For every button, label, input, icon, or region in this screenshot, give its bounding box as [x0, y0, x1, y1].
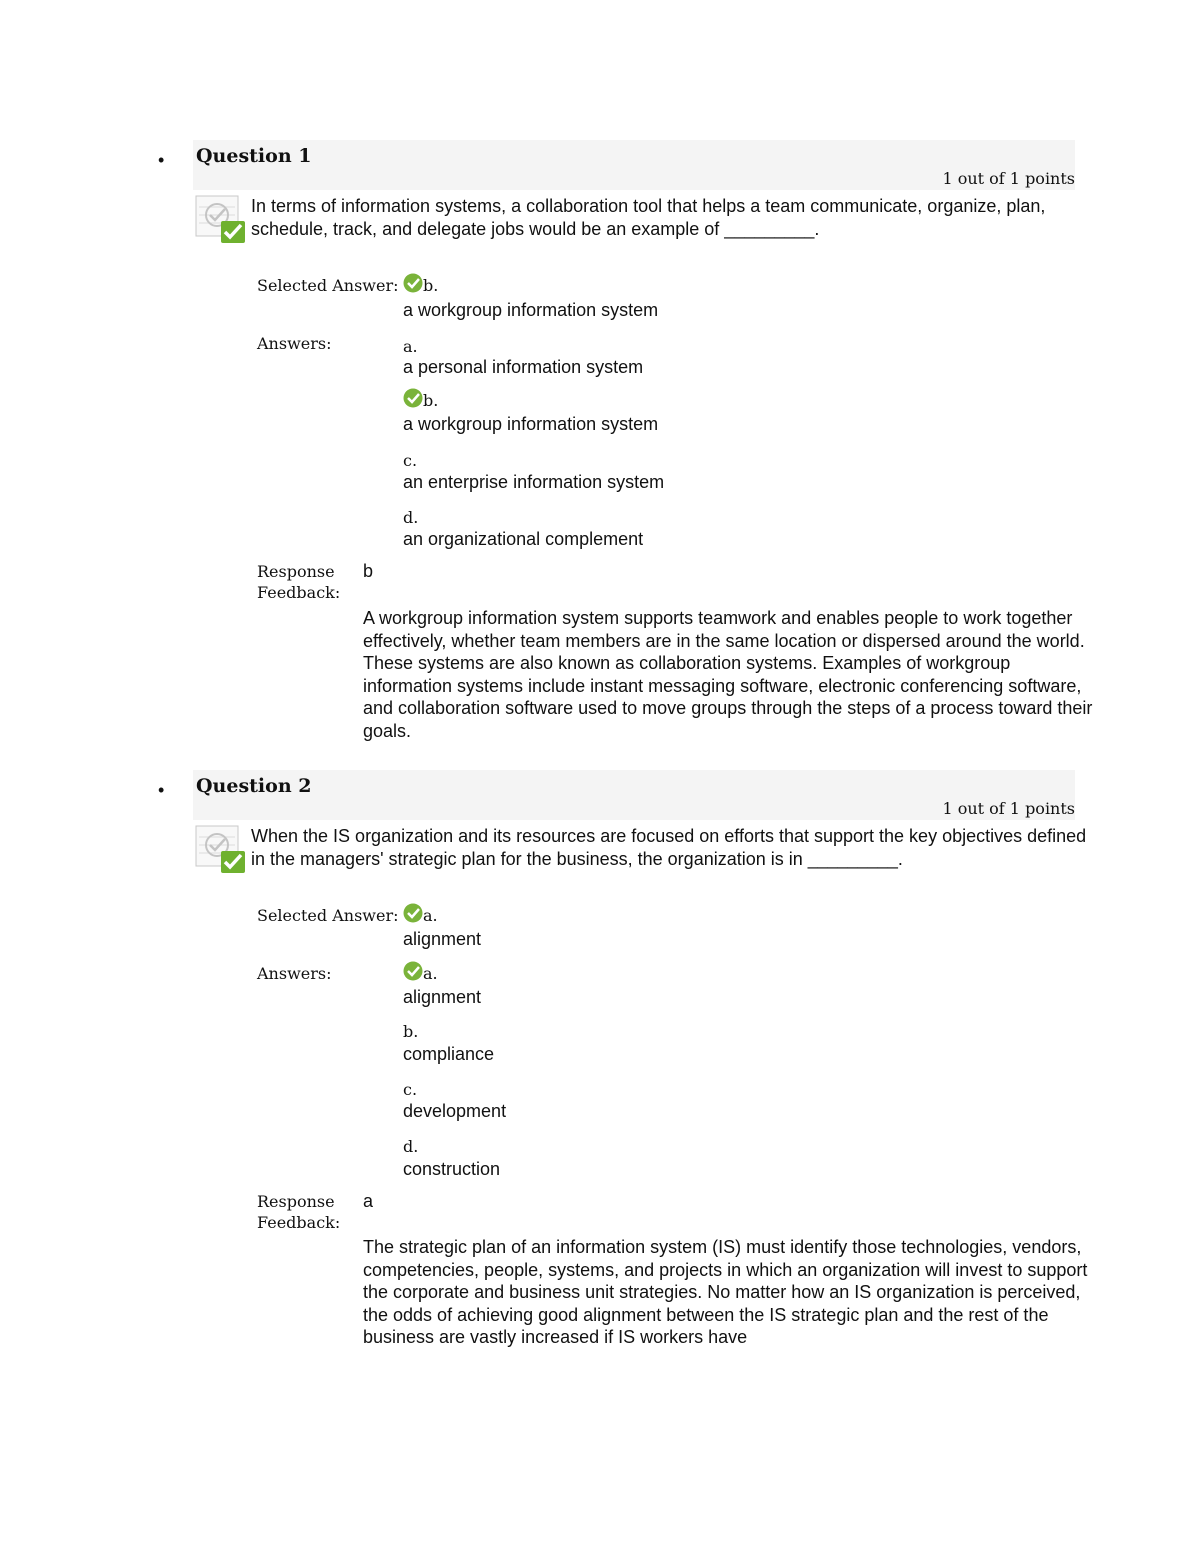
answer-letter-b: b. — [403, 1022, 419, 1041]
question-text: When the IS organization and its resources are focused on efforts that support the key objectives defined in the managers' strategic plan for the business, the organization is in _________. — [251, 826, 1087, 869]
question-title: Question 1 — [196, 145, 312, 167]
answer-text-d: an organizational complement — [403, 529, 644, 549]
answer-text-a: a personal information system — [403, 357, 644, 377]
selected-answer-text: alignment — [403, 929, 482, 949]
points-label: 1 out of 1 points — [942, 799, 1075, 818]
feedback-label: Feedback: — [257, 583, 341, 602]
check-icon — [403, 273, 423, 293]
question-2 — [0, 770, 1200, 1390]
selected-answer-letter: b. — [403, 273, 438, 295]
answer-text-d: construction — [403, 1159, 501, 1179]
answer-letter-d: d. — [403, 508, 419, 527]
bullet: • — [158, 150, 165, 170]
answer-text-b: compliance — [403, 1044, 495, 1064]
question-text: In terms of information systems, a collaboration tool that helps a team communicate, organize, plan, schedule, track, and delegate jobs would be an example of _________. — [251, 196, 1046, 239]
selected-answer-text: a workgroup information system — [403, 300, 659, 320]
feedback-text: The strategic plan of an information system (IS) must identify those technologies, vendors, competencies, people, systems, and projects in which an organization will invest to support the corporate and business unit strategies. No matter how an IS organization is perceived, the odds of achieving good alignment between the IS strategic plan and the rest of the business are vastly increased if IS workers have — [363, 1237, 1088, 1348]
answer-text-c: development — [403, 1101, 507, 1121]
answer-letter-b: b. — [403, 388, 438, 410]
selected-answer-label: Selected Answer: — [257, 906, 399, 925]
points-label: 1 out of 1 points — [942, 169, 1075, 188]
question-1 — [0, 140, 1200, 760]
response-label: Response — [257, 562, 335, 581]
response-label: Response — [257, 1192, 335, 1211]
question-title: Question 2 — [196, 775, 312, 797]
selected-answer-label: Selected Answer: — [257, 276, 399, 295]
response-letter: b — [363, 561, 374, 581]
check-icon — [403, 388, 423, 408]
check-icon — [403, 961, 423, 981]
feedback-label: Feedback: — [257, 1213, 341, 1232]
check-icon — [403, 903, 423, 923]
answer-text-a: alignment — [403, 987, 482, 1007]
answer-letter-a: a. — [403, 337, 418, 356]
answer-letter-c: c. — [403, 451, 418, 470]
feedback-text: A workgroup information system supports teamwork and enables people to work together effectively, whether team members are in the same location or dispersed around the world. These systems are also known as collaboration systems. Examples of workgroup information systems include instant messaging software, electronic conferencing software, and collaboration software used to move groups through the steps of a process toward their goals. — [363, 608, 1093, 741]
answer-letter-d: d. — [403, 1137, 419, 1156]
graded-correct-icon — [195, 825, 249, 875]
bullet: • — [158, 780, 165, 800]
answers-label: Answers: — [257, 334, 332, 353]
selected-answer-letter: a. — [403, 903, 438, 925]
answers-label: Answers: — [257, 964, 332, 983]
answer-letter-a: a. — [403, 961, 438, 983]
graded-correct-icon — [195, 195, 249, 245]
response-letter: a — [363, 1191, 374, 1211]
answer-text-b: a workgroup information system — [403, 414, 659, 434]
answer-letter-c: c. — [403, 1080, 418, 1099]
answer-text-c: an enterprise information system — [403, 472, 665, 492]
